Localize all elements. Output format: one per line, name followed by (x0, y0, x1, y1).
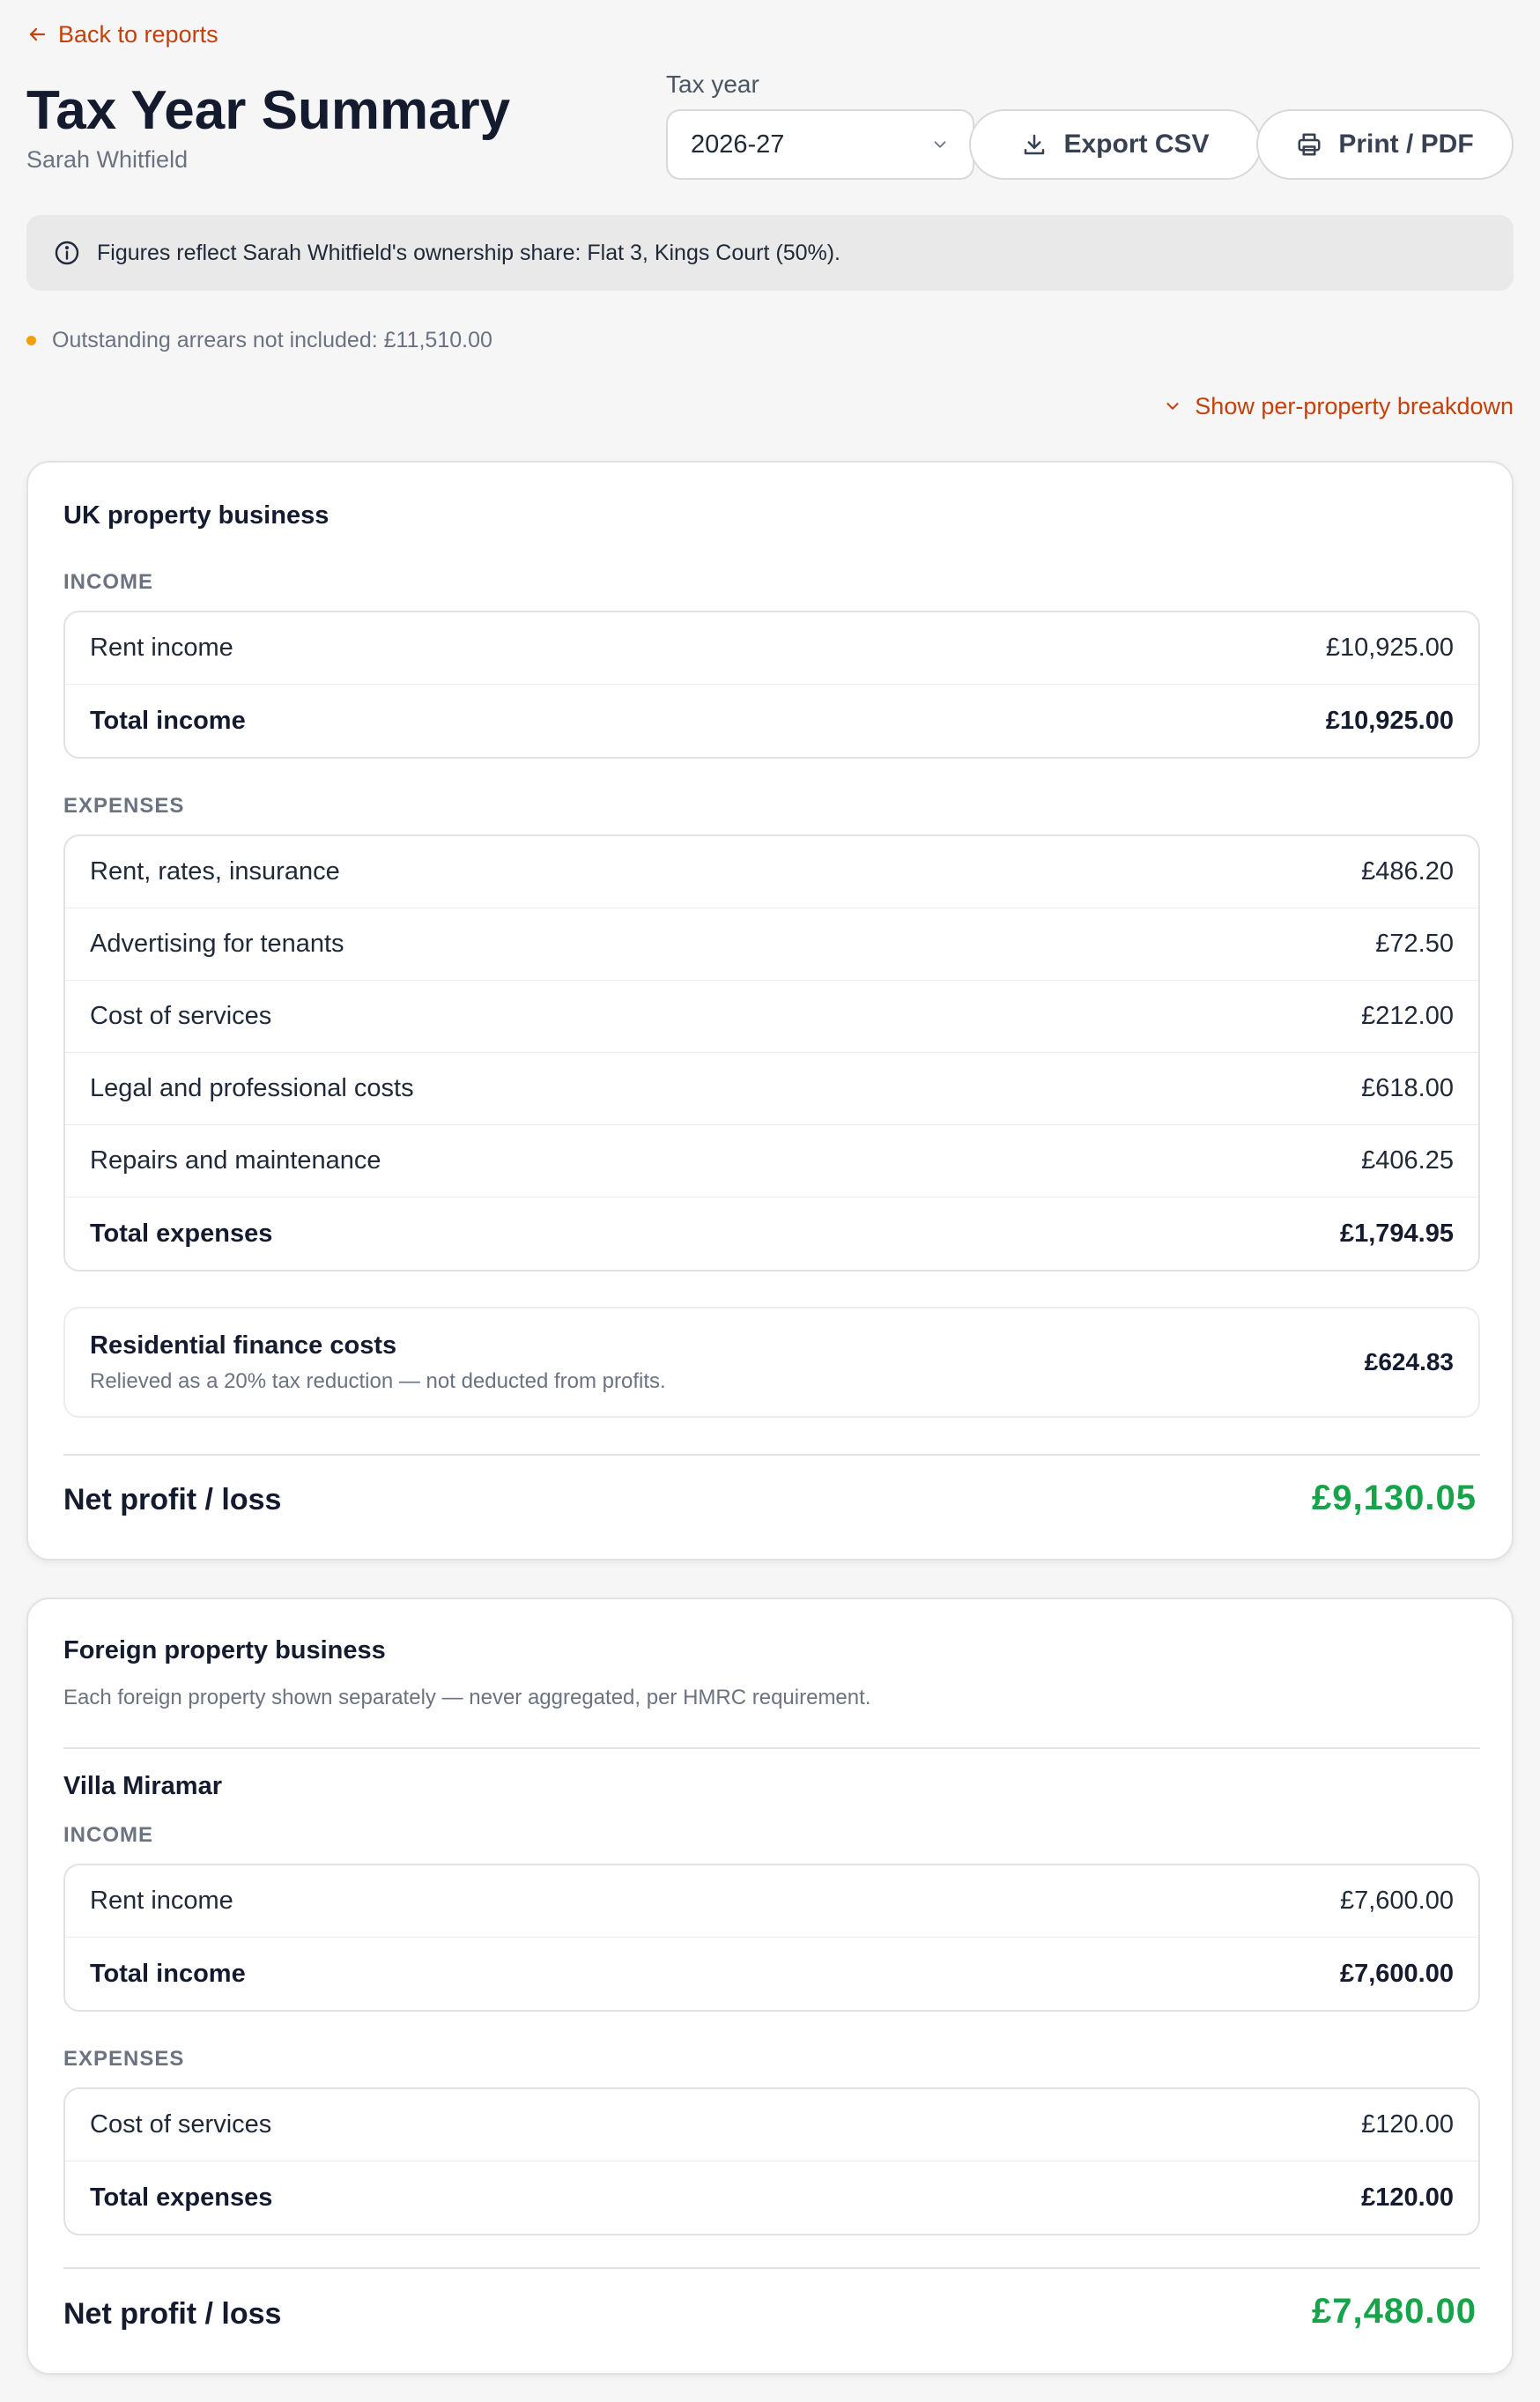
back-link-label: Back to reports (58, 20, 218, 48)
row-amount: £120.00 (1361, 2110, 1454, 2139)
export-csv-label: Export CSV (1063, 130, 1210, 159)
foreign-card-note: Each foreign property shown separately — never aggregated, per HMRC requirement. (63, 1686, 871, 1709)
row-amount: £72.50 (1375, 930, 1454, 958)
row-amount: £10,925.00 (1325, 706, 1454, 735)
row-amount: £120.00 (1361, 2183, 1454, 2212)
row-label: Repairs and maintenance (90, 1146, 381, 1175)
residential-finance-costs (63, 1307, 1480, 1418)
row-amount: £10,925.00 (1325, 634, 1454, 662)
ownership-info-banner (26, 215, 1514, 291)
table-row (65, 1865, 1478, 1938)
print-pdf-label: Print / PDF (1338, 130, 1474, 159)
ownership-info-text: Figures reflect Sarah Whitfield's ownership share: Flat 3, Kings Court (50%). (97, 240, 841, 265)
finance-amount: £624.83 (1364, 1348, 1454, 1375)
tax-year-value: 2026-27 (691, 130, 785, 159)
total-income-row (65, 1938, 1478, 2010)
table-row (65, 1125, 1478, 1197)
row-label: Rent income (90, 634, 233, 662)
print-pdf-button[interactable] (1256, 109, 1514, 180)
table-row (65, 1053, 1478, 1125)
property-name: Villa Miramar (63, 1772, 223, 1800)
uk-property-card (26, 461, 1514, 1561)
foreign-net-label: Net profit / loss (63, 2297, 282, 2331)
row-amount: £1,794.95 (1339, 1219, 1454, 1248)
uk-net-label: Net profit / loss (63, 1483, 282, 1516)
row-label: Cost of services (90, 1002, 272, 1030)
page-title: Tax Year Summary (26, 80, 511, 141)
tax-year-label: Tax year (666, 70, 759, 98)
download-icon (1021, 131, 1048, 158)
chevron-down-icon (1163, 397, 1182, 416)
arrow-left-icon (26, 24, 48, 45)
divider (63, 1454, 1480, 1456)
divider (63, 2267, 1480, 2269)
uk-income-table (63, 611, 1480, 759)
row-label: Total income (90, 1959, 246, 1988)
row-label: Total expenses (90, 2183, 273, 2212)
arrears-notice (26, 326, 492, 354)
table-row (65, 908, 1478, 981)
arrears-text: Outstanding arrears not included: £11,510.00 (52, 327, 492, 352)
row-amount: £618.00 (1361, 1074, 1454, 1102)
row-amount: £7,600.00 (1339, 1887, 1454, 1915)
foreign-income-label: INCOME (63, 1823, 153, 1847)
uk-expenses-label: EXPENSES (63, 794, 185, 818)
info-icon (53, 239, 81, 267)
foreign-net-value: £7,480.00 (1312, 2292, 1477, 2331)
tax-year-select[interactable] (666, 109, 974, 180)
row-amount: £486.20 (1361, 857, 1454, 886)
back-to-reports-link[interactable] (26, 19, 218, 49)
chevron-down-icon (930, 135, 950, 154)
foreign-card-title: Foreign property business (63, 1636, 386, 1664)
foreign-expenses-label: EXPENSES (63, 2047, 185, 2071)
finance-note: Relieved as a 20% tax reduction — not deducted from profits. (90, 1368, 666, 1393)
table-row (65, 612, 1478, 685)
uk-expenses-table (63, 834, 1480, 1271)
show-breakdown-toggle[interactable] (1163, 391, 1514, 421)
row-amount: £406.25 (1361, 1146, 1454, 1175)
uk-card-title: UK property business (63, 501, 329, 530)
foreign-expenses-table (63, 2087, 1480, 2235)
table-row (65, 2089, 1478, 2161)
total-expenses-row (65, 2161, 1478, 2234)
row-label: Rent, rates, insurance (90, 857, 340, 886)
row-label: Rent income (90, 1887, 233, 1915)
printer-icon (1296, 131, 1322, 158)
foreign-property-card (26, 1598, 1514, 2375)
row-label: Advertising for tenants (90, 930, 344, 958)
table-row (65, 981, 1478, 1053)
row-label: Total income (90, 706, 246, 735)
row-label: Cost of services (90, 2110, 272, 2139)
row-amount: £212.00 (1361, 1002, 1454, 1030)
row-amount: £7,600.00 (1339, 1959, 1454, 1988)
uk-net-value: £9,130.05 (1312, 1479, 1477, 1517)
table-row (65, 836, 1478, 908)
row-label: Legal and professional costs (90, 1074, 414, 1102)
export-csv-button[interactable] (969, 109, 1262, 180)
page-subtitle: Sarah Whitfield (26, 146, 189, 173)
finance-title: Residential finance costs (90, 1331, 397, 1360)
breakdown-toggle-label: Show per-property breakdown (1195, 392, 1514, 419)
warning-dot-icon (26, 336, 36, 345)
row-label: Total expenses (90, 1219, 273, 1248)
finance-text-group (90, 1331, 666, 1394)
foreign-income-table (63, 1864, 1480, 2012)
total-income-row (65, 685, 1478, 757)
uk-income-label: INCOME (63, 570, 153, 594)
divider (63, 1747, 1480, 1749)
total-expenses-row (65, 1197, 1478, 1270)
